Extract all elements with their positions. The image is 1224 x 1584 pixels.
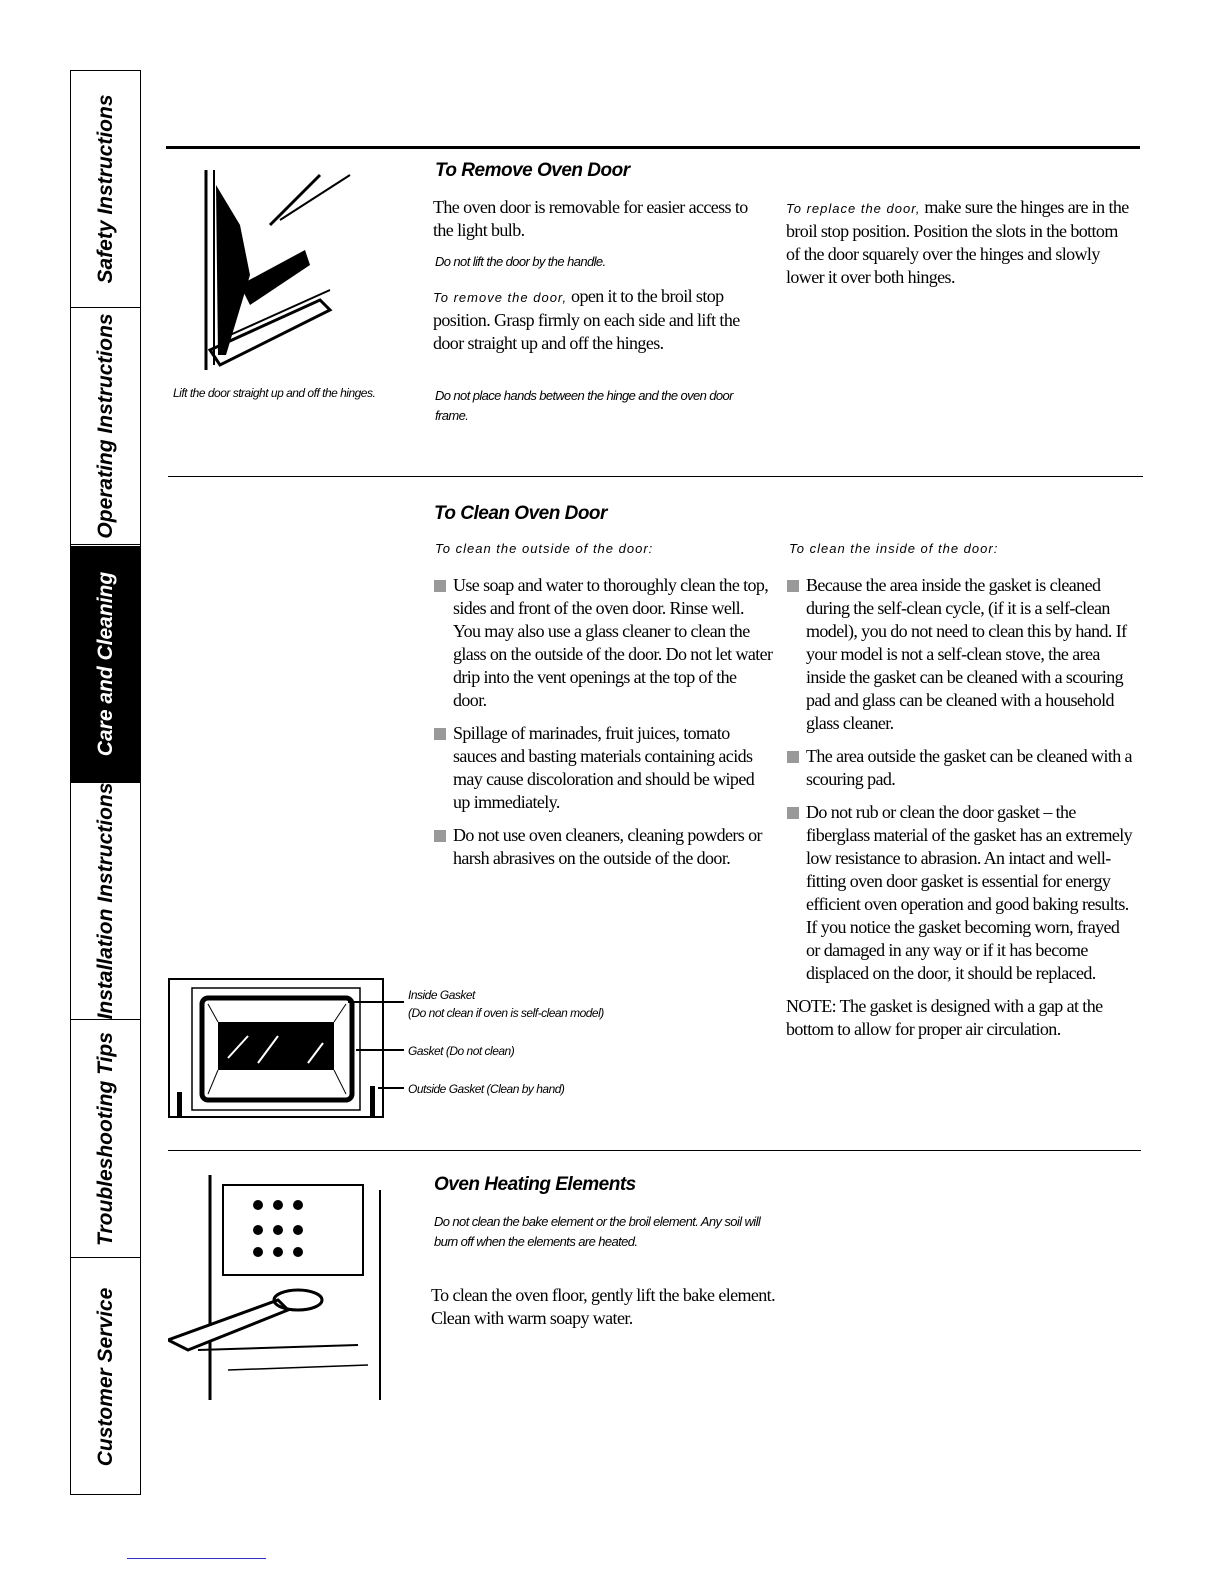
subheading: To clean the outside of the door: — [435, 541, 654, 556]
tab-installation-instructions[interactable] — [71, 783, 141, 1020]
oven-element-illustration — [168, 1170, 383, 1405]
illustration-caption: Lift the door straight up and off the hinges. — [173, 386, 376, 400]
tab-troubleshooting-tips[interactable] — [71, 1021, 141, 1258]
tab-label: Care and Cleaning — [94, 571, 117, 757]
footer-rule — [127, 1558, 266, 1559]
tab-care-and-cleaning[interactable] — [71, 546, 141, 783]
subheading: To clean the inside of the door: — [789, 541, 999, 556]
tab-operating-instructions[interactable] — [71, 308, 141, 545]
label-inside-gasket — [408, 986, 604, 1022]
paragraph-text: open it to the broil stop position. Grasp firmly on each side and lift the door straight up and off the hinges. — [433, 286, 740, 353]
list-item: Do not use oven cleaners, cleaning powders or harsh abrasives on the outside of the door. — [433, 824, 773, 870]
list-item: The area outside the gasket can be cleaned with a scouring pad. — [786, 745, 1136, 791]
paragraph: To clean the oven floor, gently lift the bake element. Clean with warm soapy water. — [431, 1285, 775, 1328]
inside-cleaning-list — [786, 574, 1136, 1041]
list-item: Use soap and water to thoroughly clean the top, sides and front of the oven door. Rinse well. You may also use a glass cleaner to clean the glass on the outside of the door. Do not let water drip into the vent openings at the top of the door. — [433, 574, 773, 712]
door-gasket-diagram — [168, 978, 404, 1120]
paragraph-text: make sure the hinges are in the broil stop position. Position the slots in the bottom of the door squarely over the hinges and slowly lower it over both hinges. — [786, 197, 1129, 287]
label-gasket: Gasket (Do not clean) — [408, 1044, 515, 1058]
caution-note: Do not place hands between the hinge and the oven door frame. — [435, 388, 733, 423]
tab-customer-service[interactable] — [71, 1258, 141, 1495]
label-text: (Do not clean if oven is self-clean model) — [408, 1006, 604, 1020]
lead-in: To remove the door, — [433, 290, 568, 305]
list-item: Do not rub or clean the door gasket – the fiberglass material of the gasket has an extremely low resistance to abrasion. An intact and well-fitting oven door gasket is essential for energy efficient oven operation and good baking results. If you notice the gasket becoming worn, frayed or damaged in any way or if it has become displaced on the door, it should be replaced. — [786, 801, 1136, 985]
section-title: To Clean Oven Door — [434, 503, 607, 524]
outside-cleaning-list — [433, 574, 773, 880]
note: NOTE: The gasket is designed with a gap at the bottom to allow for proper air circulation. — [786, 996, 1103, 1039]
paragraph — [433, 285, 763, 355]
section-tabs — [70, 70, 141, 1495]
lead-in: To replace the door, — [786, 201, 921, 216]
tab-label: Operating Instructions — [94, 313, 117, 539]
label-text: Inside Gasket — [408, 988, 475, 1002]
list-item: Spillage of marinades, fruit juices, tomato sauces and basting materials containing acids may cause discoloration and should be wiped up immediately. — [433, 722, 773, 814]
section-divider — [168, 1150, 1141, 1151]
paragraph — [786, 196, 1131, 289]
caution-note: Do not lift the door by the handle. — [435, 254, 606, 269]
door-removal-illustration — [170, 165, 400, 375]
tab-label: Safety Instructions — [94, 94, 117, 284]
tab-safety-instructions[interactable] — [71, 71, 141, 308]
tab-label: Troubleshooting Tips — [94, 1032, 117, 1246]
caution-note: Do not clean the bake element or the broil element. Any soil will burn off when the elements are heated. — [434, 1214, 761, 1249]
tab-label: Customer Service — [94, 1287, 117, 1466]
tab-label: Installation Instructions — [94, 782, 117, 1020]
paragraph: The oven door is removable for easier access to the light bulb. — [433, 197, 748, 240]
top-rule — [166, 146, 1140, 149]
label-outside-gasket: Outside Gasket (Clean by hand) — [408, 1082, 565, 1096]
section-title: To Remove Oven Door — [435, 160, 630, 181]
section-divider — [168, 476, 1143, 477]
section-title: Oven Heating Elements — [434, 1174, 636, 1195]
list-item: Because the area inside the gasket is cleaned during the self-clean cycle, (if it is a self-clean model), you do not need to clean this by hand. If your model is not a self-clean stove, the area inside the gasket can be cleaned with a scouring pad and glass can be cleaned with a household glass cleaner. — [786, 574, 1136, 735]
